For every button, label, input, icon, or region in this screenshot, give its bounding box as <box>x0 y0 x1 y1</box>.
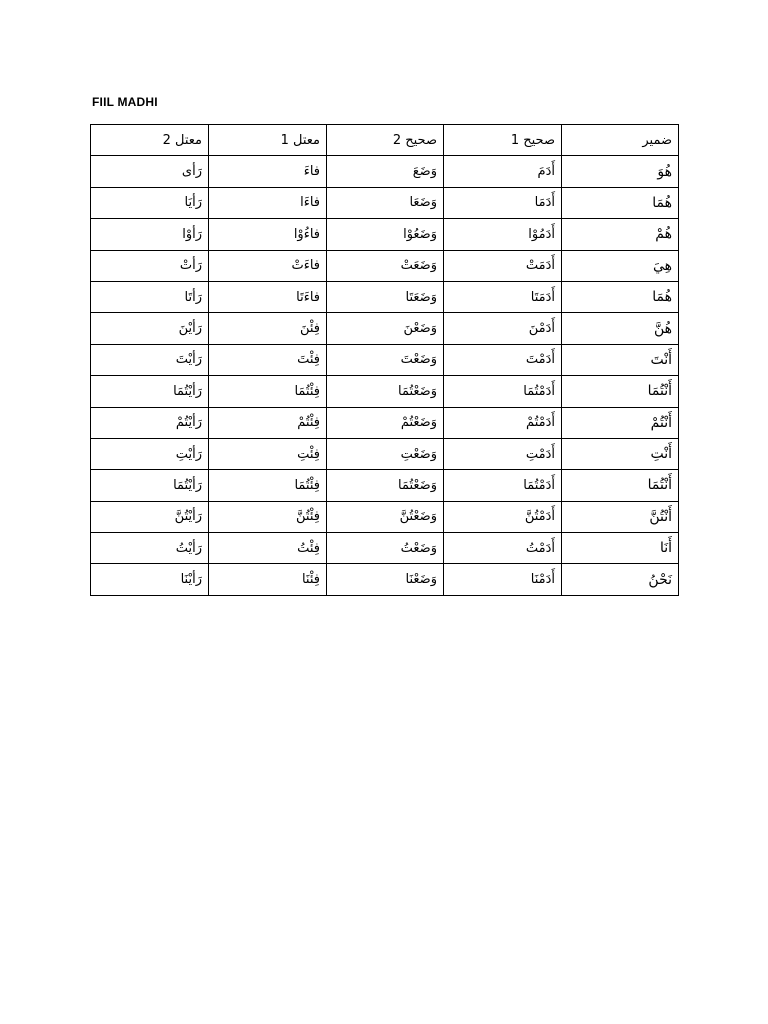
table-header-row <box>91 125 679 156</box>
table-cell-sahih-2: وَضَعْتُمَا <box>327 470 444 501</box>
header-cell-sahih-2: صحيح 2 <box>327 125 444 156</box>
header-cell-mutal-1: معتل 1 <box>209 125 327 156</box>
table-cell-mutal-1: فِئْتُ <box>209 533 327 564</box>
table-cell-sahih-2: وَضَعْتُنَّ <box>327 501 444 532</box>
header-cell-mutal-2: معتل 2 <box>91 125 209 156</box>
page-title: FIIL MADHI <box>92 95 158 109</box>
table-cell-sahih-2: وَضَعَا <box>327 187 444 218</box>
table-cell-mutal-2: رَأيْتُ <box>91 533 209 564</box>
table-cell-mutal-2: رَأى <box>91 156 209 187</box>
table-cell-mutal-2: رَأتَا <box>91 281 209 312</box>
table-row <box>91 250 679 281</box>
table-cell-mutal-2: رَأيْتَ <box>91 344 209 375</box>
table-cell-sahih-1: أَدَمْتُ <box>444 533 562 564</box>
table-cell-mutal-1: فِئْتُمْ <box>209 407 327 438</box>
table-cell-sahih-2: وَضَعْنَا <box>327 564 444 595</box>
table-cell-damir: أَنْتُنَّ <box>562 501 679 532</box>
table-cell-damir: نَحْنُ <box>562 564 679 595</box>
table-cell-mutal-1: فِئْتُنَّ <box>209 501 327 532</box>
table-cell-damir: أَنْتُمْ <box>562 407 679 438</box>
table-cell-sahih-1: أَدَمْنَا <box>444 564 562 595</box>
table-cell-sahih-2: وَضَعْتُمْ <box>327 407 444 438</box>
table-row <box>91 501 679 532</box>
table-cell-sahih-1: أَدَمْتَ <box>444 344 562 375</box>
table-cell-sahih-1: أَدَمْتِ <box>444 438 562 469</box>
table-cell-mutal-1: فِئْنَا <box>209 564 327 595</box>
table-cell-sahih-1: أَدَمَتْ <box>444 250 562 281</box>
table-cell-damir: هُمَا <box>562 281 679 312</box>
table-cell-damir: أَنْتَ <box>562 344 679 375</box>
table-cell-sahih-1: أَدَمْتُمَا <box>444 376 562 407</box>
table-cell-sahih-2: وَضَعْتُمَا <box>327 376 444 407</box>
table-cell-damir: أَنْتُمَا <box>562 376 679 407</box>
table-cell-sahih-2: وَضَعَ <box>327 156 444 187</box>
table-cell-mutal-1: فِئْتُمَا <box>209 376 327 407</box>
table-cell-mutal-1: فاءَا <box>209 187 327 218</box>
table-row <box>91 156 679 187</box>
table-cell-sahih-2: وَضَعْنَ <box>327 313 444 344</box>
header-cell-sahih-1: صحيح 1 <box>444 125 562 156</box>
table-cell-mutal-2: رَأيْتِ <box>91 438 209 469</box>
table-cell-sahih-2: وَضَعُوْا <box>327 219 444 250</box>
table-row <box>91 313 679 344</box>
table-cell-mutal-1: فاءُوْا <box>209 219 327 250</box>
table-cell-mutal-1: فِئْتَ <box>209 344 327 375</box>
table-cell-sahih-1: أَدَمَتَا <box>444 281 562 312</box>
table-row <box>91 438 679 469</box>
table-cell-mutal-2: رَأيْتُمَا <box>91 376 209 407</box>
table-cell-mutal-2: رَأيَا <box>91 187 209 218</box>
table-cell-mutal-1: فاءَتَا <box>209 281 327 312</box>
table-cell-mutal-2: رَأيْتُنَّ <box>91 501 209 532</box>
table-cell-mutal-2: رَأيْتُمْ <box>91 407 209 438</box>
table-cell-mutal-2: رَأيْنَا <box>91 564 209 595</box>
table-cell-damir: هِيَ <box>562 250 679 281</box>
table-row <box>91 533 679 564</box>
table-cell-damir: أَنْتِ <box>562 438 679 469</box>
table-cell-mutal-2: رَأتْ <box>91 250 209 281</box>
table-cell-damir: هُوَ <box>562 156 679 187</box>
table-row <box>91 187 679 218</box>
table-cell-sahih-2: وَضَعَتَا <box>327 281 444 312</box>
table-cell-sahih-1: أَدَمْتُنَّ <box>444 501 562 532</box>
table-row <box>91 376 679 407</box>
table-row <box>91 407 679 438</box>
table-cell-mutal-1: فِئْنَ <box>209 313 327 344</box>
table-row <box>91 219 679 250</box>
table-cell-sahih-1: أَدَمُوْا <box>444 219 562 250</box>
table-cell-mutal-1: فاءَ <box>209 156 327 187</box>
table-cell-sahih-1: أَدَمَا <box>444 187 562 218</box>
table-cell-damir: هُنَّ <box>562 313 679 344</box>
conjugation-table <box>90 124 679 596</box>
table-row <box>91 564 679 595</box>
table-cell-sahih-1: أَدَمْتُمْ <box>444 407 562 438</box>
table-cell-sahih-1: أَدَمْتُمَا <box>444 470 562 501</box>
table-cell-sahih-1: أَدَمَ <box>444 156 562 187</box>
table-cell-mutal-2: رَأوْا <box>91 219 209 250</box>
table-cell-mutal-1: فاءَتْ <box>209 250 327 281</box>
table-row <box>91 281 679 312</box>
table-cell-mutal-1: فِئْتُمَا <box>209 470 327 501</box>
table-cell-mutal-1: فِئْتِ <box>209 438 327 469</box>
header-cell-damir: ضمير <box>562 125 679 156</box>
table-row <box>91 344 679 375</box>
table-cell-damir: أَنَا <box>562 533 679 564</box>
table-cell-damir: هُمْ <box>562 219 679 250</box>
table-cell-sahih-1: أَدَمْنَ <box>444 313 562 344</box>
table-cell-sahih-2: وَضَعَتْ <box>327 250 444 281</box>
table-cell-damir: هُمَا <box>562 187 679 218</box>
table-cell-sahih-2: وَضَعْتُ <box>327 533 444 564</box>
table-cell-damir: أَنْتُمَا <box>562 470 679 501</box>
table-cell-sahih-2: وَضَعْتَ <box>327 344 444 375</box>
table-cell-sahih-2: وَضَعْتِ <box>327 438 444 469</box>
table-cell-mutal-2: رَأيْنَ <box>91 313 209 344</box>
table-cell-mutal-2: رَأيْتُمَا <box>91 470 209 501</box>
table-row <box>91 470 679 501</box>
